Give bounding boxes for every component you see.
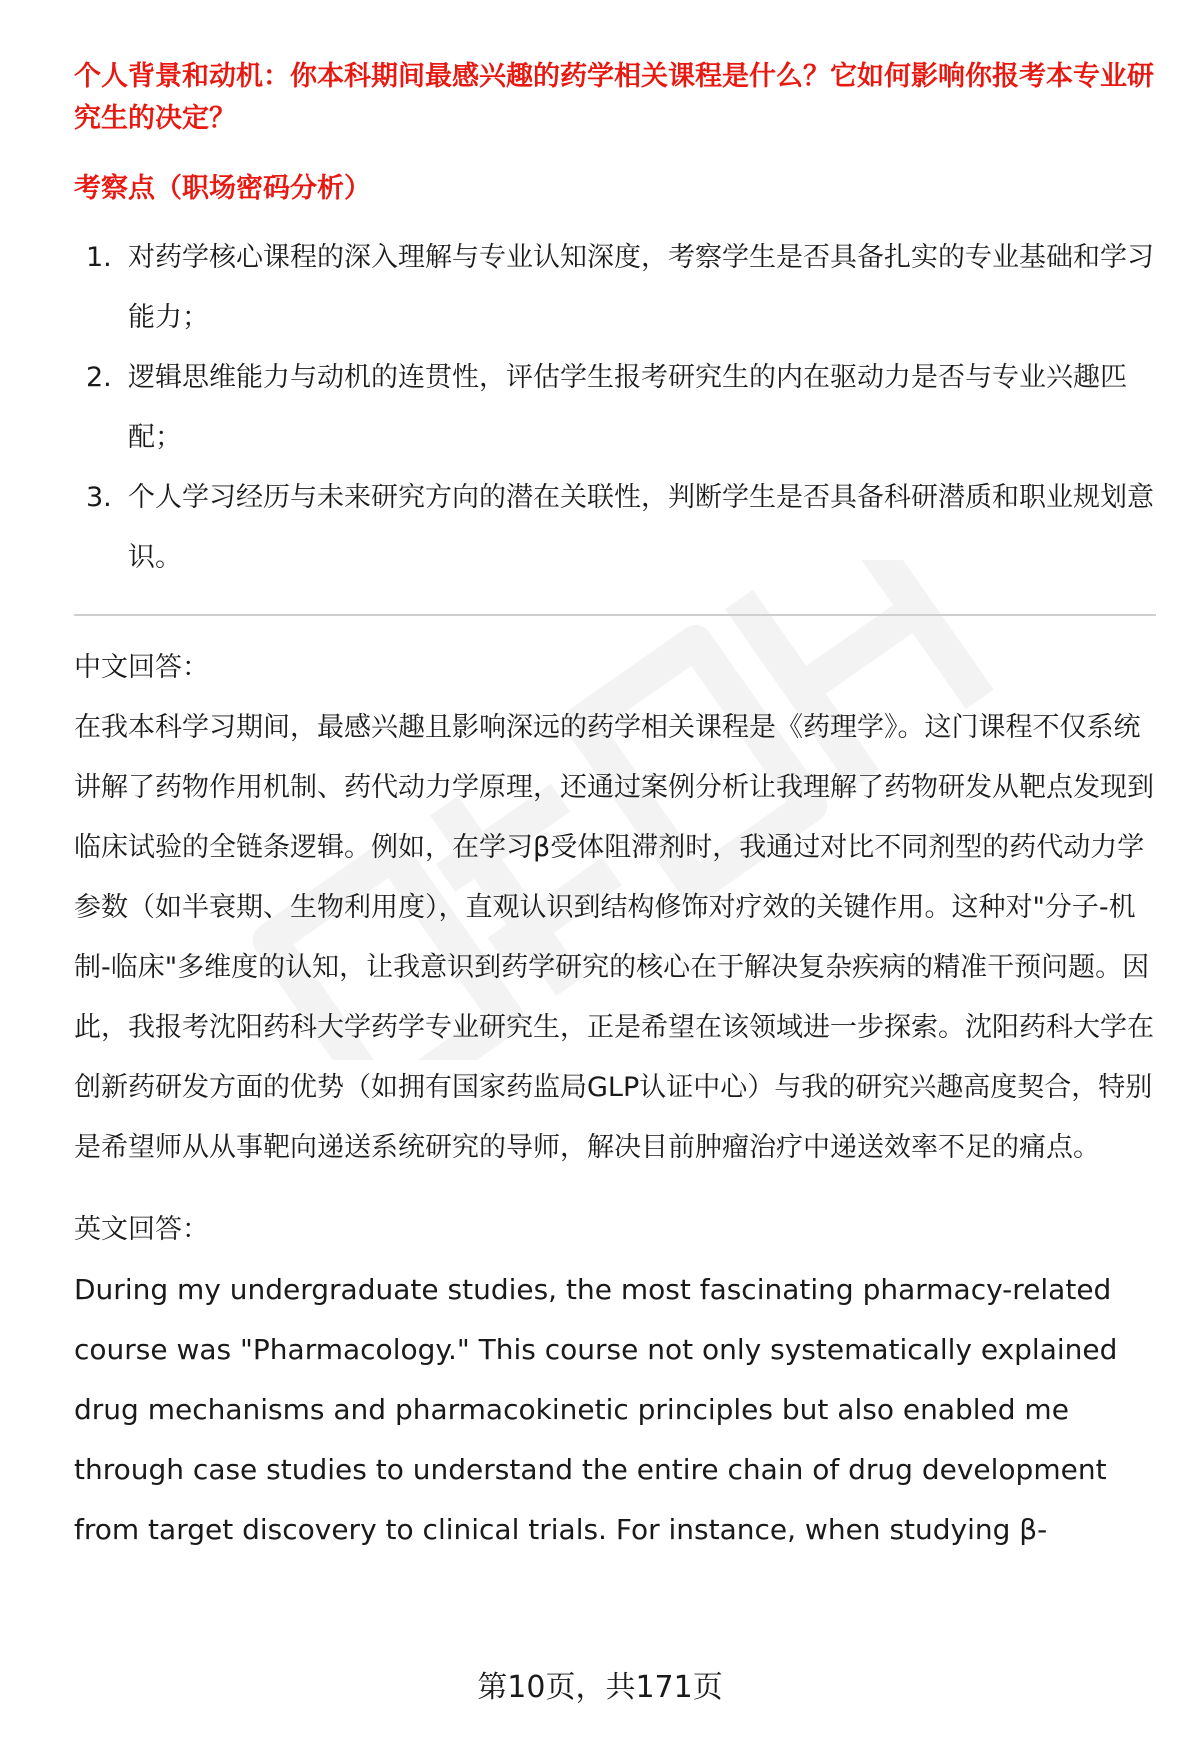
list-item-number: 2. (86, 362, 112, 393)
list-item (74, 468, 1156, 588)
question-heading: 个人背景和动机：你本科期间最感兴趣的药学相关课程是什么？它如何影响你报考本专业研究生的决定？ (74, 61, 1154, 134)
list-item (74, 228, 1156, 348)
document-content (74, 56, 1156, 1560)
english-answer-text: During my undergraduate studies, the most fascinating pharmacy-related course was "Pharmacology." This course not only systematically explained drug mechanisms and pharmacokinetic principles but also enabled me through case studies to understand the entire chain of drug development from target discovery to clinical trials. For instance, when studying β- (74, 1273, 1118, 1546)
list-item (74, 348, 1156, 468)
page-number-footer: 第10页，共171页 (477, 1670, 723, 1705)
analysis-title: 考察点（职场密码分析） (74, 173, 371, 204)
list-item-number: 3. (86, 482, 112, 513)
section-divider (74, 614, 1156, 616)
chinese-answer-label: 中文回答： (74, 652, 209, 683)
chinese-answer-text: 在我本科学习期间，最感兴趣且影响深远的药学相关课程是《药理学》。这门课程不仅系统讲解了药物作用机制、药代动力学原理，还通过案例分析让我理解了药物研发从靶点发现到临床试验的全链条逻辑。例如，在学习β受体阻滞剂时，我通过对比不同剂型的药代动力学参数（如半衰期、生物利用度），直观认识到结构修饰对疗效的关键作用。这种对"分子-机制-临床"多维度的认知，让我意识到药学研究的核心在于解决复杂疾病的精准干预问题。因此，我报考沈阳药科大学药学专业研究生，正是希望在该领域进一步探索。沈阳药科大学在创新药研发方面的优势（如拥有国家药监局GLP认证中心）与我的研究兴趣高度契合，特别是希望师从从事靶向递送系统研究的导师，解决目前肿瘤治疗中递送效率不足的痛点。 (74, 712, 1154, 1163)
list-item-number: 1. (86, 242, 112, 273)
english-answer-label: 英文回答： (74, 1214, 209, 1245)
list-item-text: 逻辑思维能力与动机的连贯性，评估学生报考研究生的内在驱动力是否与专业兴趣匹配； (128, 362, 1127, 453)
list-item-text: 对药学核心课程的深入理解与专业认知深度，考察学生是否具备扎实的专业基础和学习能力； (128, 242, 1154, 333)
analysis-points (74, 228, 1156, 588)
list-item-text: 个人学习经历与未来研究方向的潜在关联性，判断学生是否具备科研潜质和职业规划意识。 (128, 482, 1154, 573)
